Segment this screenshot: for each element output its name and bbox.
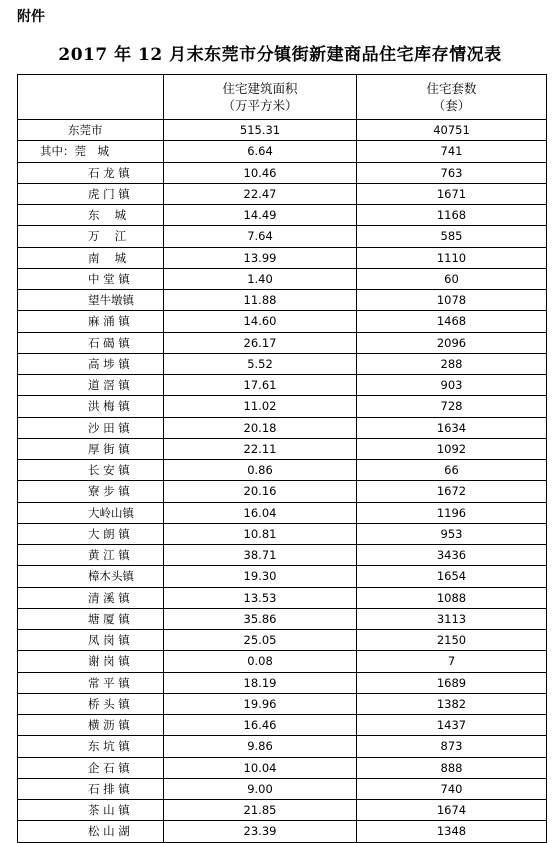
area-value: 11.02 xyxy=(164,396,357,417)
area-value: 20.16 xyxy=(164,481,357,502)
district-name: 厚 街 镇 xyxy=(18,438,164,459)
units-value: 288 xyxy=(357,353,547,374)
table-row xyxy=(18,800,547,821)
units-value: 953 xyxy=(357,523,547,544)
table-header-row xyxy=(18,75,547,120)
units-value: 1674 xyxy=(357,800,547,821)
area-value: 19.30 xyxy=(164,566,357,587)
district-name: 黄 江 镇 xyxy=(18,545,164,566)
units-value: 1348 xyxy=(357,821,547,842)
district-name: 凤 岗 镇 xyxy=(18,630,164,651)
area-value: 16.46 xyxy=(164,715,357,736)
district-name: 望牛墩镇 xyxy=(18,290,164,311)
district-name: 沙 田 镇 xyxy=(18,417,164,438)
district-name: 大岭山镇 xyxy=(18,502,164,523)
area-value: 21.85 xyxy=(164,800,357,821)
district-name: 东 城 xyxy=(18,205,164,226)
district-name: 塘 厦 镇 xyxy=(18,608,164,629)
table-row xyxy=(18,353,547,374)
district-name: 茶 山 镇 xyxy=(18,800,164,821)
units-value: 1168 xyxy=(357,205,547,226)
table-row xyxy=(18,608,547,629)
district-name: 东 坑 镇 xyxy=(18,736,164,757)
units-value: 40751 xyxy=(357,120,547,141)
units-value: 1634 xyxy=(357,417,547,438)
units-value: 903 xyxy=(357,375,547,396)
table-row xyxy=(18,247,547,268)
units-value: 763 xyxy=(357,162,547,183)
area-value: 9.86 xyxy=(164,736,357,757)
area-value: 5.52 xyxy=(164,353,357,374)
table-row xyxy=(18,651,547,672)
area-value: 17.61 xyxy=(164,375,357,396)
table-row xyxy=(18,821,547,842)
district-name: 大 朗 镇 xyxy=(18,523,164,544)
units-value: 3113 xyxy=(357,608,547,629)
area-value: 10.81 xyxy=(164,523,357,544)
units-value: 1088 xyxy=(357,587,547,608)
header-blank xyxy=(18,75,164,120)
units-value: 60 xyxy=(357,268,547,289)
table-row xyxy=(18,205,547,226)
district-name: 道 滘 镇 xyxy=(18,375,164,396)
table-row xyxy=(18,120,547,141)
units-value: 66 xyxy=(357,460,547,481)
district-name: 谢 岗 镇 xyxy=(18,651,164,672)
area-value: 13.53 xyxy=(164,587,357,608)
area-value: 22.47 xyxy=(164,183,357,204)
table-row xyxy=(18,672,547,693)
units-value: 1110 xyxy=(357,247,547,268)
table-row xyxy=(18,693,547,714)
table-row xyxy=(18,736,547,757)
district-name: 寮 步 镇 xyxy=(18,481,164,502)
area-value: 11.88 xyxy=(164,290,357,311)
district-name: 樟木头镇 xyxy=(18,566,164,587)
district-name: 桥 头 镇 xyxy=(18,693,164,714)
district-name: 麻 涌 镇 xyxy=(18,311,164,332)
area-value: 19.96 xyxy=(164,693,357,714)
district-name: 清 溪 镇 xyxy=(18,587,164,608)
area-value: 9.00 xyxy=(164,778,357,799)
district-name: 高 埗 镇 xyxy=(18,353,164,374)
units-value: 1437 xyxy=(357,715,547,736)
table-row xyxy=(18,566,547,587)
district-name: 南 城 xyxy=(18,247,164,268)
units-value: 7 xyxy=(357,651,547,672)
district-name: 中 堂 镇 xyxy=(18,268,164,289)
area-value: 26.17 xyxy=(164,332,357,353)
units-value: 585 xyxy=(357,226,547,247)
district-name: 洪 梅 镇 xyxy=(18,396,164,417)
district-name: 松 山 湖 xyxy=(18,821,164,842)
table-row xyxy=(18,460,547,481)
table-row xyxy=(18,183,547,204)
units-value: 2150 xyxy=(357,630,547,651)
units-value: 2096 xyxy=(357,332,547,353)
units-value: 1382 xyxy=(357,693,547,714)
area-value: 16.04 xyxy=(164,502,357,523)
district-name: 石 龙 镇 xyxy=(18,162,164,183)
table-row xyxy=(18,141,547,162)
table-row xyxy=(18,502,547,523)
district-name: 企 石 镇 xyxy=(18,757,164,778)
area-value: 20.18 xyxy=(164,417,357,438)
table-row xyxy=(18,375,547,396)
area-value: 18.19 xyxy=(164,672,357,693)
table-row xyxy=(18,268,547,289)
area-value: 1.40 xyxy=(164,268,357,289)
units-value: 1689 xyxy=(357,672,547,693)
table-row xyxy=(18,757,547,778)
area-value: 13.99 xyxy=(164,247,357,268)
header-area: 住宅建筑面积 （万平方米） xyxy=(164,75,357,120)
units-value: 1654 xyxy=(357,566,547,587)
area-value: 0.08 xyxy=(164,651,357,672)
table-row xyxy=(18,545,547,566)
units-value: 1092 xyxy=(357,438,547,459)
attachment-label: 附件 xyxy=(17,9,45,25)
area-value: 10.04 xyxy=(164,757,357,778)
units-value: 1468 xyxy=(357,311,547,332)
area-value: 7.64 xyxy=(164,226,357,247)
district-name: 石 碣 镇 xyxy=(18,332,164,353)
district-name: 其中：莞 城 xyxy=(18,141,164,162)
units-value: 3436 xyxy=(357,545,547,566)
units-value: 728 xyxy=(357,396,547,417)
area-value: 35.86 xyxy=(164,608,357,629)
table-row xyxy=(18,630,547,651)
area-value: 10.46 xyxy=(164,162,357,183)
units-value: 1196 xyxy=(357,502,547,523)
district-name: 东莞市 xyxy=(18,120,164,141)
table-row xyxy=(18,587,547,608)
table-row xyxy=(18,715,547,736)
district-name: 石 排 镇 xyxy=(18,778,164,799)
table-row xyxy=(18,162,547,183)
district-name: 横 沥 镇 xyxy=(18,715,164,736)
area-value: 22.11 xyxy=(164,438,357,459)
table-row xyxy=(18,290,547,311)
units-value: 1671 xyxy=(357,183,547,204)
units-value: 888 xyxy=(357,757,547,778)
area-value: 14.60 xyxy=(164,311,357,332)
units-value: 873 xyxy=(357,736,547,757)
district-name: 常 平 镇 xyxy=(18,672,164,693)
table-row xyxy=(18,226,547,247)
area-value: 23.39 xyxy=(164,821,357,842)
area-value: 515.31 xyxy=(164,120,357,141)
table-row xyxy=(18,778,547,799)
district-name: 万 江 xyxy=(18,226,164,247)
area-value: 25.05 xyxy=(164,630,357,651)
table-row xyxy=(18,332,547,353)
area-value: 6.64 xyxy=(164,141,357,162)
table-row xyxy=(18,481,547,502)
table-row xyxy=(18,417,547,438)
area-value: 14.49 xyxy=(164,205,357,226)
header-units: 住宅套数 （套） xyxy=(357,75,547,120)
table-row xyxy=(18,311,547,332)
area-value: 38.71 xyxy=(164,545,357,566)
page-title: 2017 年 12 月末东莞市分镇街新建商品住宅库存情况表 xyxy=(58,45,502,65)
area-value: 0.86 xyxy=(164,460,357,481)
district-name: 虎 门 镇 xyxy=(18,183,164,204)
table-row xyxy=(18,523,547,544)
district-name: 长 安 镇 xyxy=(18,460,164,481)
units-value: 741 xyxy=(357,141,547,162)
table-row xyxy=(18,438,547,459)
units-value: 740 xyxy=(357,778,547,799)
inventory-table xyxy=(17,74,547,843)
units-value: 1672 xyxy=(357,481,547,502)
table-row xyxy=(18,396,547,417)
units-value: 1078 xyxy=(357,290,547,311)
